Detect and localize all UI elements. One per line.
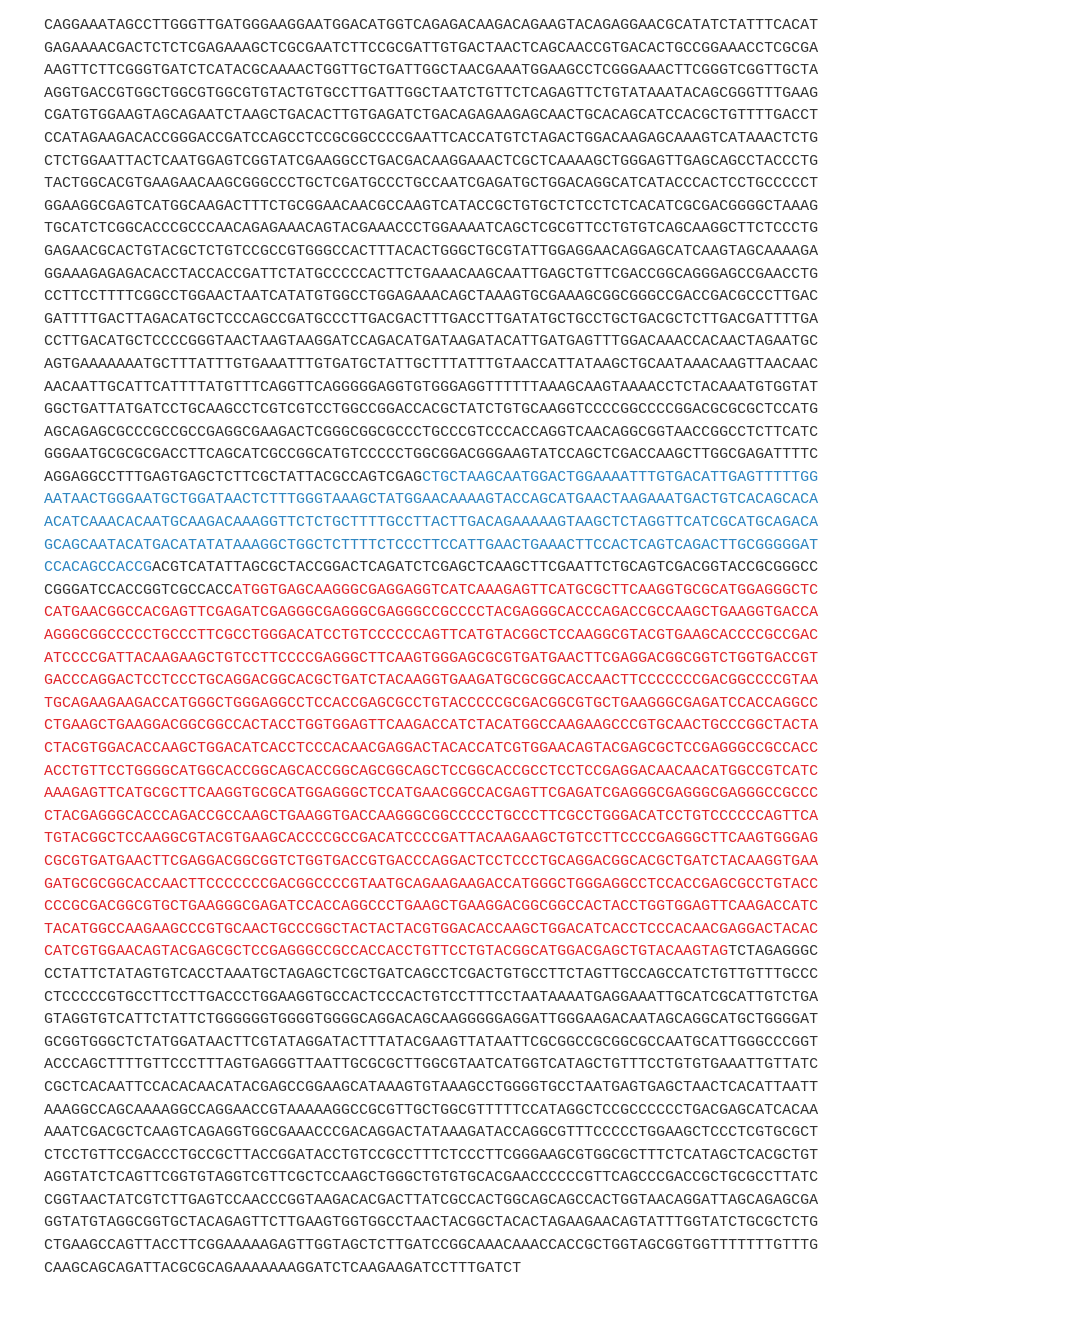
sequence-segment-default: GAGAACGCACTGTACGCTCTGTCCGCCGTGGGCCACTTTACACTGGGCTGCGTATTGGAGGAACAGGAGCATCAAGTAGCAAAAGA: [44, 242, 819, 260]
sequence-segment-red: TGTACGGCTCCAAGGCGTACGTGAAGCACCCCGCCGACATCCCCGATTACAAGAAGCTGTCCTTCCCCGAGGGCTTCAAGTGGGAG: [44, 830, 819, 848]
sequence-line: [44, 196, 1034, 219]
sequence-line: [44, 1235, 1034, 1258]
sequence-segment-default: GGGAATGCGCGCGACCTTCAGCATCGCCGGCATGTCCCCCTGGCGGACGGGAAGTATCCAGCTCGACCAAGCTTGGCGAGATTTTC: [44, 446, 819, 464]
sequence-line: [44, 105, 1034, 128]
sequence-line: [44, 1077, 1034, 1100]
sequence-segment-default: AAAGGCCAGCAAAAGGCCAGGAACCGTAAAAAGGCCGCGTTGCTGGCGTTTTTCCATAGGCTCCGCCCCCCTGACGAGCATCACAA: [44, 1101, 819, 1119]
sequence-segment-default: GAGAAAACGACTCTCTCGAGAAAGCTCGCGAATCTTCCGCGATTGTGACTAACTCAGCAACCGTGACACTGCCGGAAACCTCGCGA: [44, 39, 819, 57]
sequence-segment-default: CTGAAGCCAGTTACCTTCGGAAAAAGAGTTGGTAGCTCTTGATCCGGCAAACAAACCACCGCTGGTAGCGGTGGTTTTTTTGTTTG: [44, 1237, 819, 1255]
sequence-segment-default: AACAATTGCATTCATTTTATGTTTCAGGTTCAGGGGGAGGTGTGGGAGGTTTTTTAAAGCAAGTAAAACCTCTACAAATGTGGTAT: [44, 378, 819, 396]
sequence-line: [44, 128, 1034, 151]
sequence-segment-default: CGGTAACTATCGTCTTGAGTCCAACCCGGTAAGACACGACTTATCGCCACTGGCAGCAGCCACTGGTAACAGGATTAGCAGAGCGA: [44, 1191, 819, 1209]
sequence-line: [44, 286, 1034, 309]
sequence-segment-blue: CTGCTAAGCAATGGACTGGAAAATTTGTGACATTGAGTTTTTGG: [422, 468, 819, 486]
sequence-segment-red: CTGAAGCTGAAGGACGGCGGCCACTACCTGGTGGAGTTCAAGACCATCTACATGGCCAAGAAGCCCGTGCAACTGCCCGGCTACTA: [44, 717, 819, 735]
sequence-segment-default: GTAGGTGTCATTCTATTCTGGGGGGTGGGGTGGGGCAGGACAGCAAGGGGGAGGATTGGGAAGACAATAGCAGGCATGCTGGGGAT: [44, 1011, 819, 1029]
sequence-segment-default: AAGTTCTTCGGGTGATCTCATACGCAAAACTGGTTGCTGATTGGCTAACGAAATGGAAGCCTCGGGAAACTTCGGGTCGGTTGCTA: [44, 62, 819, 80]
sequence-line: [44, 1009, 1034, 1032]
sequence-line: [44, 1212, 1034, 1235]
sequence-line: [44, 738, 1034, 761]
sequence-segment-blue: AATAACTGGGAATGCTGGATAACTCTTTGGGTAAAGCTATGGAACAAAAGTACCAGCATGAACTAAGAAATGACTGTCACAGCACA: [44, 491, 819, 509]
sequence-segment-default: ACGTCATATTAGCGCTACCGGACTCAGATCTCGAGCTCAAGCTTCGAATTCTGCAGTCGACGGTACCGCGGGCC: [152, 559, 819, 577]
sequence-line: [44, 241, 1034, 264]
sequence-segment-default: CCATAGAAGACACCGGGACCGATCCAGCCTCCGCGGCCCCGAATTCACCATGTCTAGACTGGACAAGAGCAAAGTCATAAACTCTG: [44, 129, 819, 147]
sequence-line: [44, 580, 1034, 603]
sequence-segment-red: CATCGTGGAACAGTACGAGCGCTCCGAGGGCCGCCACCACCTGTTCCTGTACGGCATGGACGAGCTGTACAAGTAG: [44, 943, 729, 961]
sequence-line: [44, 38, 1034, 61]
sequence-line: [44, 173, 1034, 196]
sequence-segment-red: CGCGTGATGAACTTCGAGGACGGCGGTCTGGTGACCGTGACCCAGGACTCCTCCCTGCAGGACGGCACGCTGATCTACAAGGTGAA: [44, 852, 819, 870]
sequence-line: [44, 399, 1034, 422]
sequence-segment-default: ACCCAGCTTTTGTTCCCTTTAGTGAGGGTTAATTGCGCGCTTGGCGTAATCATGGTCATAGCTGTTTCCTGTGTGAAATTGTTATC: [44, 1056, 819, 1074]
sequence-line: [44, 218, 1034, 241]
sequence-segment-red: CCCGCGACGGCGTGCTGAAGGGCGAGATCCACCAGGCCCTGAAGCTGAAGGACGGCGGCCACTACCTGGTGGAGTTCAAGACCATC: [44, 898, 819, 916]
sequence-line: [44, 715, 1034, 738]
sequence-line: [44, 422, 1034, 445]
sequence-segment-default: CAGGAAATAGCCTTGGGTTGATGGGAAGGAATGGACATGGTCAGAGACAAGACAGAAGTACAGAGGAACGCATATCTATTTCACAT: [44, 17, 819, 34]
sequence-segment-red: CATGAACGGCCACGAGTTCGAGATCGAGGGCGAGGGCGAGGGCCGCCCCTACGAGGGCACCCAGACCGCCAAGCTGAAGGTGACCA: [44, 604, 819, 622]
sequence-segment-default: GGAAGGCGAGTCATGGCAAGACTTTCTGCGGAACAACGCCAAGTCATACCGCTGTGCTCTCCTCTCACATCGCGACGGGGCTAAAG: [44, 197, 819, 215]
sequence-segment-default: CAAGCAGCAGATTACGCGCAGAAAAAAAGGATCTCAAGAAGATCCTTTGATCT: [44, 1259, 522, 1277]
sequence-line: [44, 535, 1034, 558]
sequence-line: [44, 941, 1034, 964]
sequence-segment-red: ACCTGTTCCTGGGGCATGGCACCGGCAGCACCGGCAGCGGCAGCTCCGGCACCGCCTCCTCCGAGGACAACAACATGGCCGTCATC: [44, 762, 819, 780]
sequence-line: [44, 987, 1034, 1010]
sequence-segment-red: ATGGTGAGCAAGGGCGAGGAGGTCATCAAAGAGTTCATGCGCTTCAAGGTGCGCATGGAGGGCTC: [233, 581, 819, 599]
sequence-segment-red: ATCCCCGATTACAAGAAGCTGTCCTTCCCCGAGGGCTTCAAGTGGGAGCGCGTGATGAACTTCGAGGACGGCGGTCTGGTGACCGT: [44, 649, 819, 667]
sequence-line: [44, 1100, 1034, 1123]
sequence-line: [44, 151, 1034, 174]
sequence-line: [44, 964, 1034, 987]
sequence-segment-default: GGAAAGAGAGACACCTACCACCGATTCTATGCCCCCACTTCTGAAACAAGCAATTGAGCTGTTCGACCGGCAGGGAGCCGAACCTG: [44, 265, 819, 283]
sequence-segment-default: AGGAGGCCTTTGAGTGAGCTCTTCGCTATTACGCCAGTCGAG: [44, 468, 423, 486]
sequence-line: [44, 309, 1034, 332]
sequence-line: [44, 806, 1034, 829]
sequence-line: [44, 1167, 1034, 1190]
sequence-segment-default: CTCCCCCGTGCCTTCCTTGACCCTGGAAGGTGCCACTCCCACTGTCCTTTCCTAATAAAATGAGGAAATTGCATCGCATTGTCTGA: [44, 988, 819, 1006]
sequence-line: [44, 512, 1034, 535]
sequence-segment-default: CCTTGACATGCTCCCCGGGTAACTAAGTAAGGATCCAGACATGATAAGATACATTGATGAGTTTGGACAAACCACAACTAGAATGC: [44, 333, 819, 351]
sequence-document: [44, 15, 1034, 1280]
sequence-line: [44, 896, 1034, 919]
sequence-line: [44, 783, 1034, 806]
sequence-segment-default: AGGTATCTCAGTTCGGTGTAGGTCGTTCGCTCCAAGCTGGGCTGTGTGCACGAACCCCCCGTTCAGCCCGACCGCTGCGCCTTATC: [44, 1169, 819, 1187]
sequence-segment-default: TCTAGAGGGC: [728, 943, 819, 961]
sequence-segment-default: CGCTCACAATTCCACACAACATACGAGCCGGAAGCATAAAGTGTAAAGCCTGGGGTGCCTAATGAGTGAGCTAACTCACATTAATT: [44, 1078, 819, 1096]
sequence-segment-red: AAAGAGTTCATGCGCTTCAAGGTGCGCATGGAGGGCTCCATGAACGGCCACGAGTTCGAGATCGAGGGCGAGGGCGAGGGCCGCCC: [44, 785, 819, 803]
sequence-segment-red: TGCAGAAGAAGACCATGGGCTGGGAGGCCTCCACCGAGCGCCTGTACCCCCGCGACGGCGTGCTGAAGGGCGAGATCCACCAGGCC: [44, 694, 819, 712]
sequence-segment-default: CCTATTCTATAGTGTCACCTAAATGCTAGAGCTCGCTGATCAGCCTCGACTGTGCCTTCTAGTTGCCAGCCATCTGTTGTTTGCCC: [44, 965, 819, 983]
sequence-segment-default: CGGGATCCACCGGTCGCCACC: [44, 581, 234, 599]
sequence-line: [44, 15, 1034, 38]
sequence-segment-default: CTCCTGTTCCGACCCTGCCGCTTACCGGATACCTGTCCGCCTTTCTCCCTTCGGGAAGCGTGGCGCTTTCTCATAGCTCACGCTGT: [44, 1146, 819, 1164]
sequence-segment-default: AGGTGACCGTGGCTGGCGTGGCGTGTACTGTGCCTTGATTGGCTAATCTGTTCTCAGAGTTCTGTATAAATACAGCGGGTTTGAAG: [44, 84, 819, 102]
sequence-segment-blue: ACATCAAACACAATGCAAGACAAAGGTTCTCTGCTTTTGCCTTACTTGACAGAAAAAGTAAGCTCTAGGTTCATCGCATGCAGACA: [44, 514, 819, 532]
sequence-line: [44, 851, 1034, 874]
sequence-segment-red: CTACGAGGGCACCCAGACCGCCAAGCTGAAGGTGACCAAGGGCGGCCCCCTGCCCTTCGCCTGGGACATCCTGTCCCCCCAGTTCA: [44, 807, 819, 825]
sequence-segment-red: CTACGTGGACACCAAGCTGGACATCACCTCCCACAACGAGGACTACACCATCGTGGAACAGTACGAGCGCTCCGAGGGCCGCCACC: [44, 740, 819, 757]
sequence-segment-default: CTCTGGAATTACTCAATGGAGTCGGTATCGAAGGCCTGACGACAAGGAAACTCGCTCAAAAGCTGGGAGTTGAGCAGCCTACCCTG: [44, 152, 819, 170]
sequence-line: [44, 331, 1034, 354]
sequence-segment-default: AGCAGAGCGCCCGCCGCCGAGGCGAAGACTCGGGCGGCGCCCTGCCCGTCCCACCAGGTCAACAGGCGGTAACCGGCCTCTTCATC: [44, 423, 819, 441]
sequence-line: [44, 919, 1034, 942]
sequence-segment-blue: GCAGCAATACATGACATATATAAAGGCTGGCTCTTTTCTCCCTTCCATTGAACTGAAACTTCCACTCAGTCAGACTTGCGGGGGAT: [44, 536, 819, 554]
sequence-segment-default: CCTTCCTTTTCGGCCTGGAACTAATCATATGTGGCCTGGAGAAACAGCTAAAGTGCGAAAGCGGCGGGCCGACCGACGCCCTTGAC: [44, 288, 819, 306]
sequence-line: [44, 377, 1034, 400]
sequence-segment-red: TACATGGCCAAGAAGCCCGTGCAACTGCCCGGCTACTACTACGTGGACACCAAGCTGGACATCACCTCCCACAACGAGGACTACAC: [44, 920, 819, 938]
sequence-segment-red: GACCCAGGACTCCTCCCTGCAGGACGGCACGCTGATCTACAAGGTGAAGATGCGCGGCACCAACTTCCCCCCCGACGGCCCCGTAA: [44, 672, 819, 690]
sequence-line: [44, 557, 1034, 580]
sequence-segment-default: GGCTGATTATGATCCTGCAAGCCTCGTCGTCCTGGCCGGACCACGCTATCTGTGCAAGGTCCCCGGCCCCGGACGCGCGCTCCATG: [44, 401, 819, 419]
sequence-line: [44, 354, 1034, 377]
sequence-line: [44, 1032, 1034, 1055]
sequence-line: [44, 828, 1034, 851]
sequence-line: [44, 444, 1034, 467]
sequence-segment-default: CGATGTGGAAGTAGCAGAATCTAAGCTGACACTTGTGAGATCTGACAGAGAAGAGCAACTGCACAGCATCCACGCTGTTTTGACCT: [44, 107, 819, 125]
sequence-line: [44, 83, 1034, 106]
sequence-line: [44, 761, 1034, 784]
sequence-line: [44, 60, 1034, 83]
sequence-line: [44, 264, 1034, 287]
sequence-segment-blue: CCACAGCCACCG: [44, 559, 153, 577]
sequence-segment-red: GATGCGCGGCACCAACTTCCCCCCCGACGGCCCCGTAATGCAGAAGAAGACCATGGGCTGGGAGGCCTCCACCGAGCGCCTGTACC: [44, 875, 819, 893]
sequence-line: [44, 1190, 1034, 1213]
sequence-line: [44, 1122, 1034, 1145]
sequence-segment-default: GATTTTGACTTAGACATGCTCCCAGCCGATGCCCTTGACGACTTTGACCTTGATATGCTGCCTGCTGACGCTCTTGACGATTTTGA: [44, 310, 819, 328]
sequence-line: [44, 670, 1034, 693]
sequence-line: [44, 625, 1034, 648]
sequence-segment-default: GGTATGTAGGCGGTGCTACAGAGTTCTTGAAGTGGTGGCCTAACTACGGCTACACTAGAAGAACAGTATTTGGTATCTGCGCTCTG: [44, 1214, 819, 1232]
sequence-segment-default: TACTGGCACGTGAAGAACAAGCGGGCCCTGCTCGATGCCCTGCCAATCGAGATGCTGGACAGGCATCATACCCACTCCTGCCCCCT: [44, 175, 819, 193]
sequence-segment-red: AGGGCGGCCCCCTGCCCTTCGCCTGGGACATCCTGTCCCCCCAGTTCATGTACGGCTCCAAGGCGTACGTGAAGCACCCCGCCGAC: [44, 627, 819, 645]
sequence-segment-default: AAATCGACGCTCAAGTCAGAGGTGGCGAAACCCGACAGGACTATAAAGATACCAGGCGTTTCCCCCTGGAAGCTCCCTCGTGCGCT: [44, 1124, 819, 1142]
sequence-line: [44, 467, 1034, 490]
sequence-line: [44, 693, 1034, 716]
sequence-segment-default: GCGGTGGGCTCTATGGATAACTTCGTATAGGATACTTTATACGAAGTTATAATTCGCGGCCGCGGCGCCAATGCATTGGGCCCGGT: [44, 1033, 819, 1051]
sequence-line: [44, 1258, 1034, 1281]
sequence-line: [44, 489, 1034, 512]
sequence-line: [44, 1054, 1034, 1077]
sequence-line: [44, 1145, 1034, 1168]
sequence-segment-default: TGCATCTCGGCACCCGCCCAACAGAGAAACAGTACGAAACCCTGGAAAATCAGCTCGCGTTCCTGTGTCAGCAAGGCTTCTCCCTG: [44, 220, 819, 238]
sequence-segment-default: AGTGAAAAAAATGCTTTATTTGTGAAATTTGTGATGCTATTGCTTTATTTGTAACCATTATAAGCTGCAATAAACAAGTTAACAAC: [44, 355, 819, 373]
sequence-line: [44, 648, 1034, 671]
sequence-line: [44, 874, 1034, 897]
sequence-line: [44, 602, 1034, 625]
